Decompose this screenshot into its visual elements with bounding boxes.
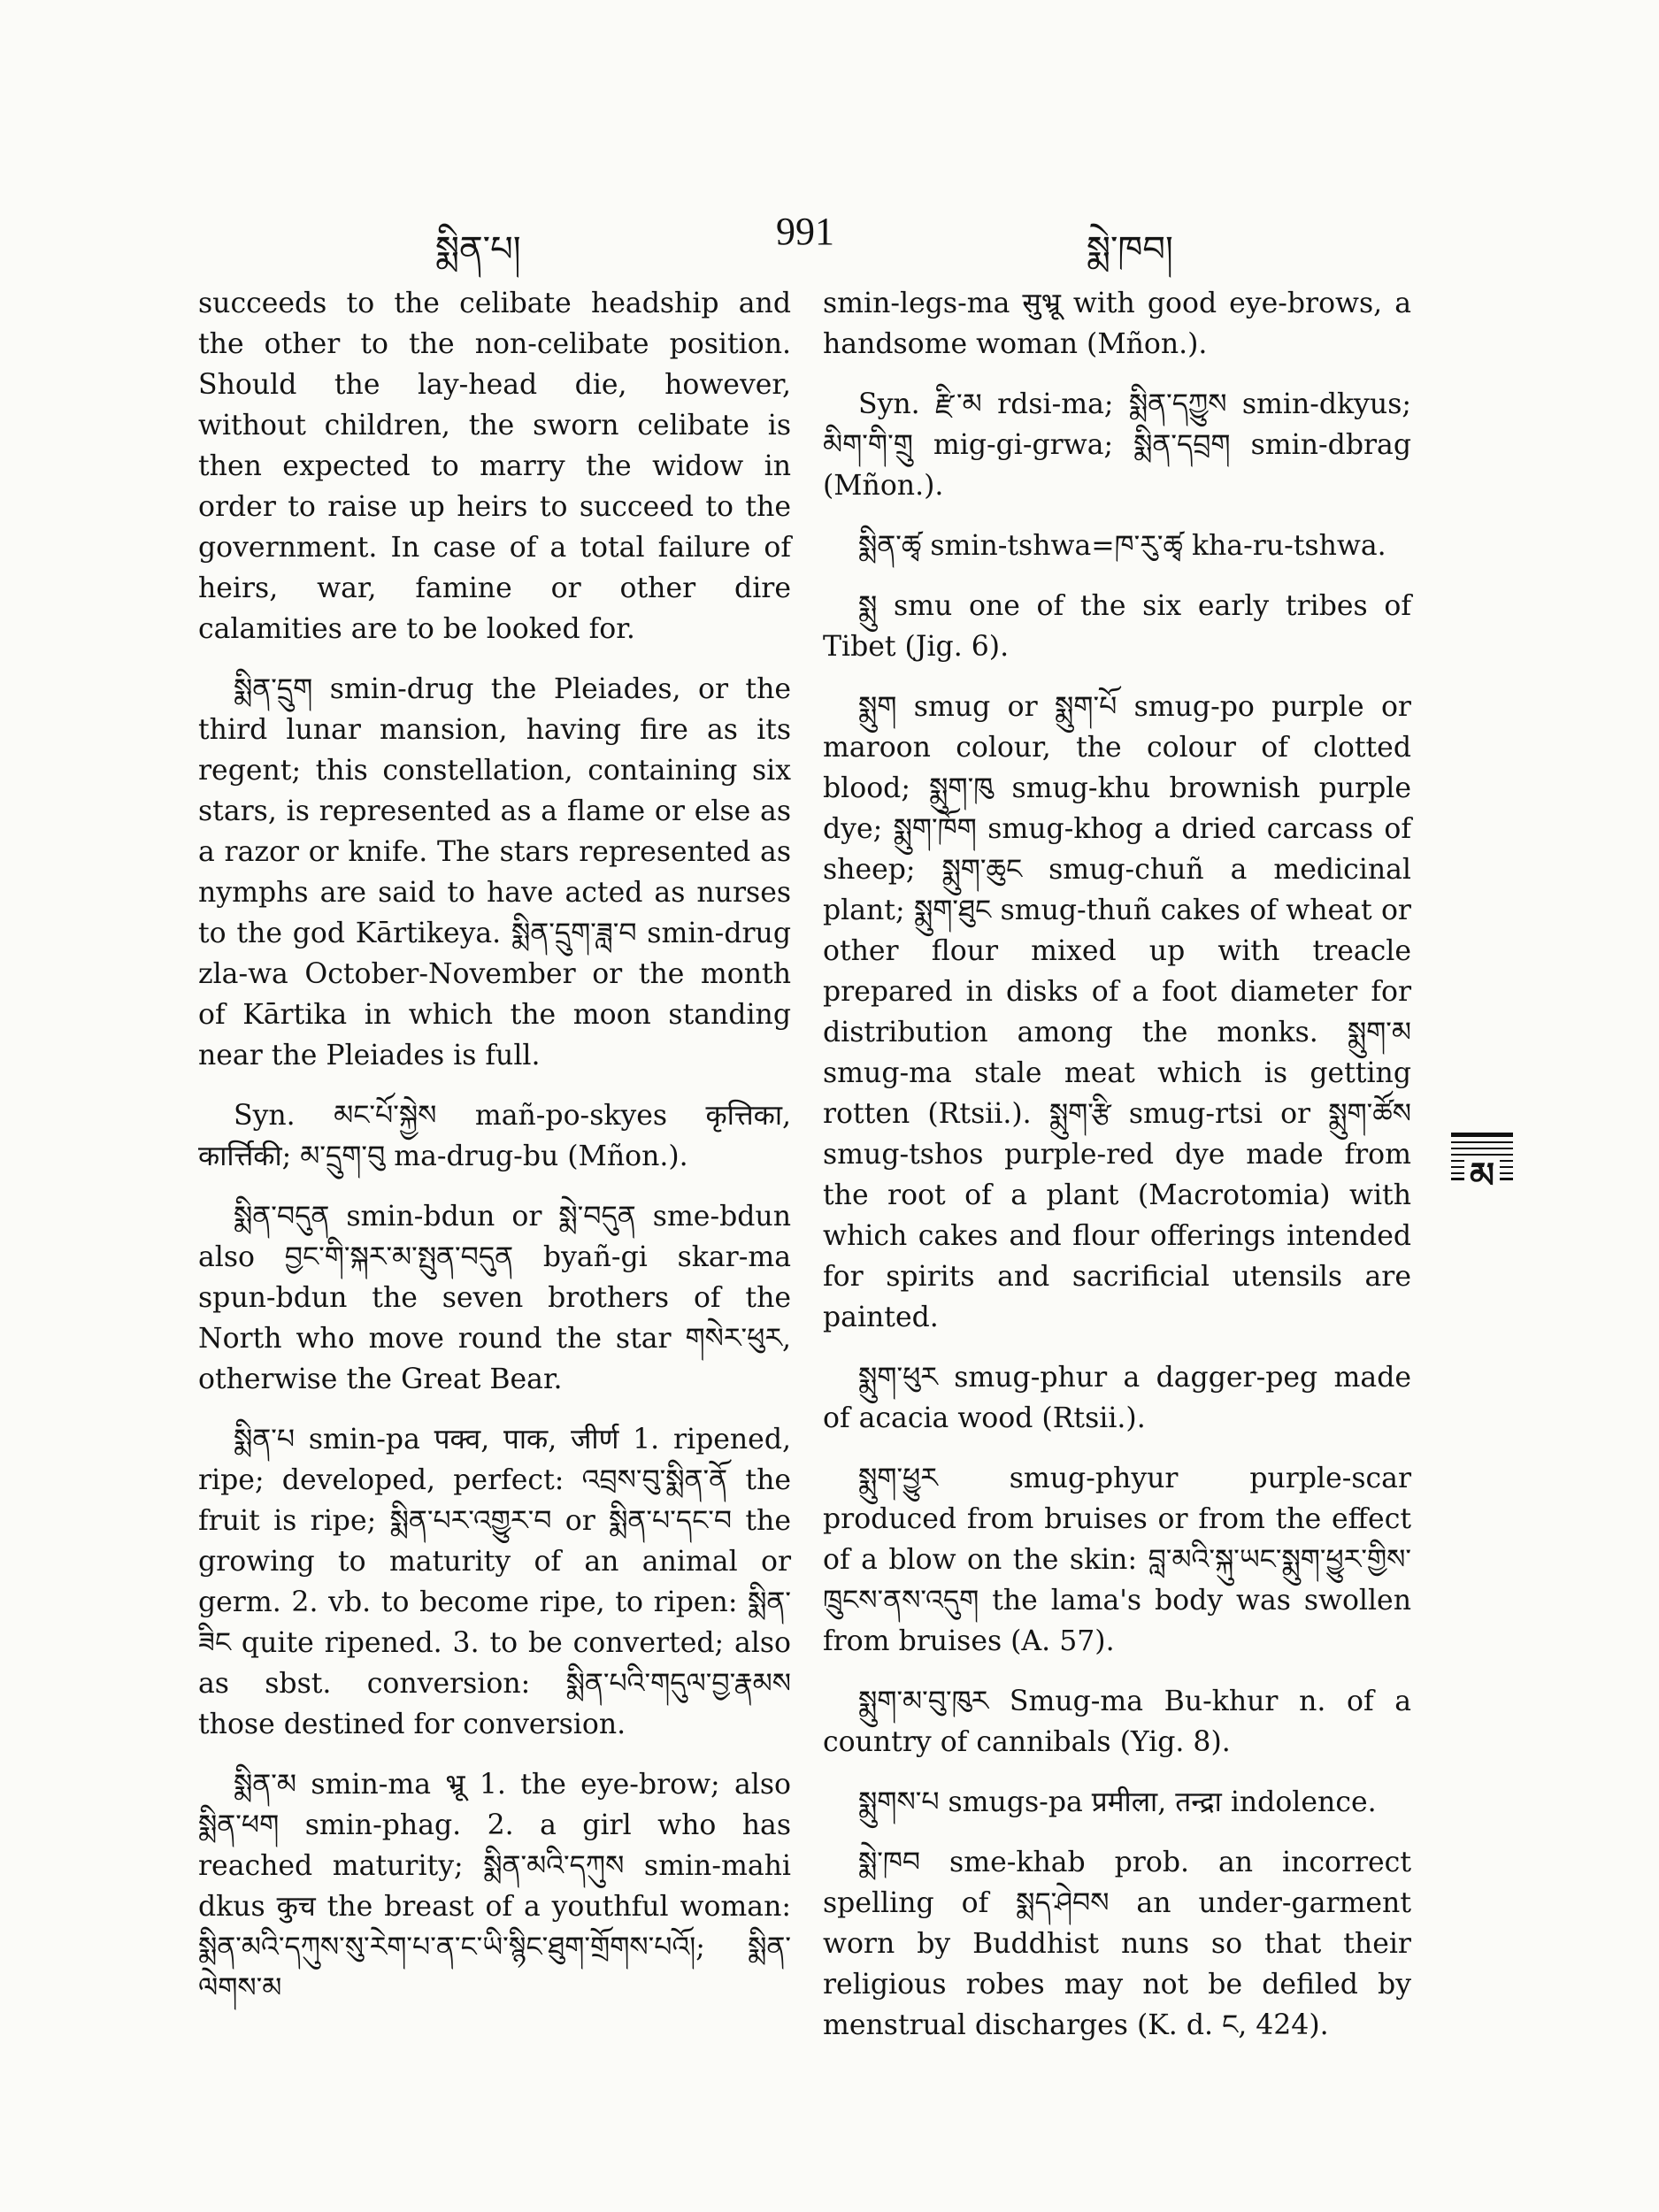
- thumb-index-tab: [1451, 1133, 1513, 1196]
- entry-text: སྨིན་ཚྭ smin-tshwa=ཁ་རུ་ཚྭ kha-ru-tshwa.: [858, 530, 1386, 562]
- entry-text: Syn. རྫི་མ rdsi-ma; སྨིན་དཀྱུས smin-dkyus; མིག་གི་གྲུ mig-gi-grwa; སྨིན་དབྲག smin-dbrag (Mñon.).: [823, 388, 1411, 502]
- entry-continuation: [198, 283, 791, 649]
- entry-text: སྨིན་མ smin-ma भ्रू 1. the eye-brow; also སྨིན་ཕག smin-phag. 2. a girl who has reached maturity; སྨིན་མའི་དཀུས smin-mahi dkus कुच the breast of a youthful woman: སྨིན་མའི་དཀུས་སུ་རེག་པ་ན་ང་ཡི་སྙིང་ཐུག་གྲོགས་པའོ།; སྨིན་ལེགས་མ: [198, 1769, 791, 2004]
- entry-smin-tshwa: [823, 526, 1411, 566]
- entry-smin-drug: [198, 669, 791, 1076]
- entry-text: སྨུགས་པ smugs-pa प्रमीला, तन्द्रा indolence.: [858, 1786, 1377, 1818]
- entry-smin-legs-ma-synonyms: [823, 384, 1411, 506]
- entry-text: སྨུག་ཕྱུར smug-phyur purple-scar produced from bruises or from the effect of a blow on the skin: བླ་མའི་སྐུ་ཡང་སྨུག་ཕྱུར་གྱིས་ཁྲུངས་ནས་འདུག the lama's body was swollen from bruises (A. 57).: [823, 1463, 1411, 1657]
- entry-smug-ma-bu-khur: [823, 1681, 1411, 1763]
- entry-text: སྨིན་པ smin-pa पक्व, पाक, जीर्ण 1. ripened, ripe; developed, perfect: འབྲས་བུ་སྨིན་ནོ the fruit is ripe; སྨིན་པར་འགྱུར་བ or སྨིན་པ་དང་བ the growing to maturity of an animal or germ. 2. vb. to become ripe, to ripen: སྨིན་ཟིང quite ripened. 3. to be converted; also as sbst. conversion: སྨིན་པའི་གདུལ་བྱ་རྣམས those destined for conversion.: [198, 1424, 791, 1740]
- entry-text: སྨིན་དྲུག smin-drug the Pleiades, or the third lunar mansion, having fire as its regent; this constellation, containing six stars, is represented as a flame or else as a razor or knife. The stars represented as nymphs are said to have acted as nurses to the god Kārtikeya. སྨིན་དྲུག་ཟླ་བ smin-drug zla-wa October-November or the month of Kārtika in which the moon standing near the Pleiades is full.: [198, 673, 791, 1071]
- right-column: [823, 283, 1411, 2065]
- entry-text: སྨུ smu one of the six early tribes of Tibet (Jig. 6).: [823, 590, 1411, 663]
- entry-smugs-pa: [823, 1782, 1411, 1823]
- entry-smin-legs-ma: [823, 283, 1411, 365]
- thumb-index-letter: མ: [1464, 1156, 1500, 1196]
- entry-text: སྨེ་ཁབ sme-khab prob. an incorrect spelling of སྨད་ཤེབས an under-garment worn by Buddhist nuns so that their religious robes may not be defiled by menstrual discharges (K. d. ང, 424).: [823, 1847, 1411, 2041]
- entry-text: སྨུག smug or སྨུག་པོ smug-po purple or maroon colour, the colour of clotted blood; སྨུག་ཁུ smug-khu brownish purple dye; སྨུག་ཁོག smug-khog a dried carcass of sheep; སྨུག་ཆུང smug-chuñ a medicinal plant; སྨུག་ཐུང smug-thuñ cakes of wheat or other flour mixed up with treacle prepared in disks of a foot diameter for distribution among the monks. སྨུག་མ smug-ma stale meat which is getting rotten (Rtsii.). སྨུག་རྩི smug-rtsi or སྨུག་ཚོས smug-tshos purple-red dye made from the root of a plant (Macrotomia) with which cakes and flour offerings intended for spirits and sacrificial utensils are painted.: [823, 691, 1411, 1333]
- entry-smin-pa: [198, 1419, 791, 1745]
- entry-text: སྨིན་བདུན smin-bdun or སྨེ་བདུན sme-bdun also བྱང་གི་སྐར་མ་སྤུན་བདུན byañ-gi skar-ma spun-bdun the seven brothers of the North who move round the star གསེར་ཕུར, otherwise the Great Bear.: [198, 1201, 791, 1395]
- right-guide-word: སྨེ་ཁབ།: [1087, 229, 1173, 270]
- entry-text: སྨུག་ཕུར smug-phur a dagger-peg made of acacia wood (Rtsii.).: [823, 1362, 1411, 1434]
- entry-smin-ma: [198, 1764, 791, 2008]
- entry-smug-phyur: [823, 1458, 1411, 1662]
- entry-sme-khab: [823, 1842, 1411, 2046]
- left-column: [198, 283, 791, 2028]
- entry-smin-drug-synonyms: [198, 1095, 791, 1177]
- entry-smug: [823, 687, 1411, 1338]
- entry-text: succeeds to the celibate headship and the other to the non-celibate position. Should the lay-head die, however, without children, the sworn celibate is then expected to marry the widow in order to raise up heirs to succeed to the government. In case of a total failure of heirs, war, famine or other dire calamities are to be looked for.: [198, 288, 791, 645]
- entry-text: Syn. མང་པོ་སྐྱེས mañ-po-skyes कृत्तिका, कार्त्तिकी; མ་དྲུག་བུ ma-drug-bu (Mñon.).: [198, 1100, 791, 1172]
- left-guide-word: སྨིན་པ།: [435, 229, 521, 270]
- entry-text: སྨུག་མ་བུ་ཁུར Smug-ma Bu-khur n. of a country of cannibals (Yig. 8).: [823, 1686, 1411, 1758]
- entry-smug-phur: [823, 1357, 1411, 1439]
- entry-smin-bdun: [198, 1196, 791, 1400]
- entry-smu: [823, 586, 1411, 667]
- page-number: 991: [776, 210, 834, 253]
- entry-text: smin-legs-ma सुभ्रू with good eye-brows, a handsome woman (Mñon.).: [823, 288, 1411, 360]
